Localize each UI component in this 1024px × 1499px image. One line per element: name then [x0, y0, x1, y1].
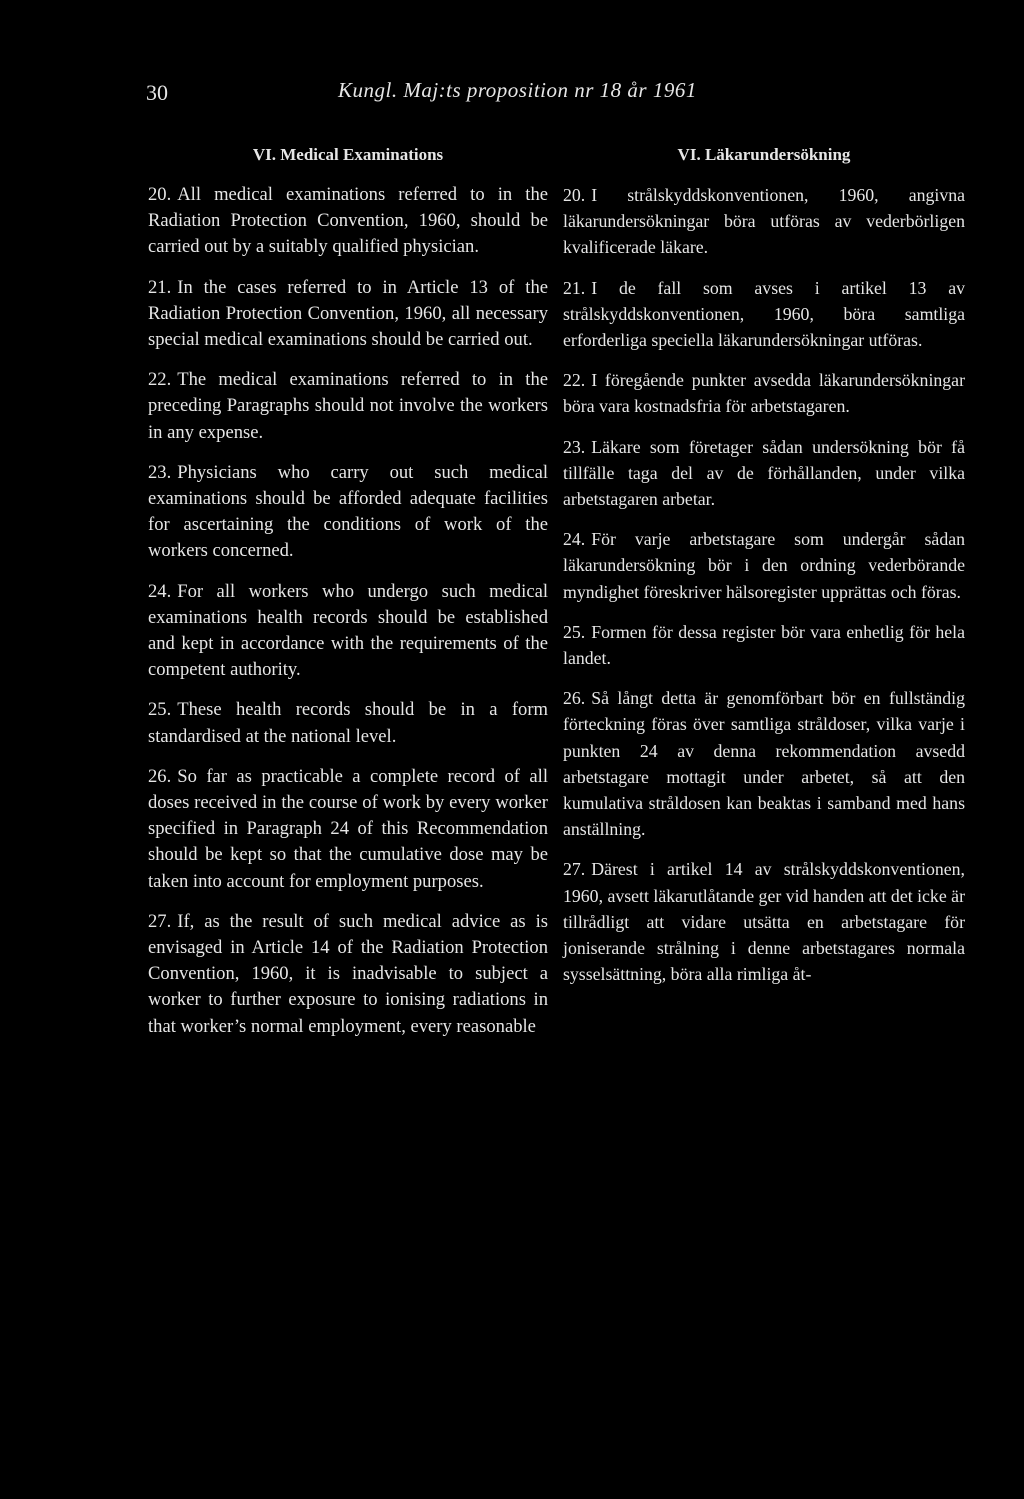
paragraph-text: For all workers who undergo such medical examinations health records should be established and kept in accordance with the requirements of the competent authority.: [148, 580, 548, 681]
swedish-section-heading: VI. Läkarundersökning: [677, 145, 851, 164]
paragraph-text: If, as the result of such medical advice as is envisaged in Article 14 of the Radiation Protection Convention, 1960, it is inadvisable to subject a worker to further exposure to ionising radiations in that worker’s normal employment, every reasonable: [148, 910, 548, 1037]
english-paragraph-25: [148, 697, 548, 749]
english-column: [148, 142, 548, 1054]
paragraph-number: 23.: [563, 436, 586, 457]
paragraph-text: Läkare som företager sådan undersökning bör få tillfälle taga del av de förhållanden, under vilka arbetstagaren arbetar.: [563, 436, 965, 510]
paragraph-number: 21.: [148, 276, 172, 298]
english-paragraph-21: [148, 275, 548, 354]
paragraph-text: Så långt detta är genomförbart bör en fullständig förteckning föras över samtliga stråldoser, vilka varje i punkten 24 av denna rekommendation avsedd arbetstagare mottagit under arbetet, så att den kumulativa stråldosen kan beaktas i samband med hans anställning.: [563, 688, 965, 840]
english-paragraph-27: [148, 909, 548, 1040]
paragraph-text: I strålskyddskonventionen, 1960, angivna läkarundersökningar böra utföras av vederbörligen kvalificerade läkare.: [563, 185, 965, 258]
running-title: Kungl. Maj:ts proposition nr 18 år 1961: [338, 78, 697, 102]
english-paragraph-20: [148, 182, 548, 261]
paragraph-text: All medical examinations referred to in the Radiation Protection Convention, 1960, should be carried out by a suitably qualified physician.: [148, 184, 548, 258]
swedish-paragraph-22: [563, 367, 965, 419]
swedish-column: [563, 142, 965, 1001]
paragraph-number: 20.: [148, 184, 172, 205]
swedish-paragraph-27: [563, 856, 965, 987]
paragraph-text: In the cases referred to in Article 13 of the Radiation Protection Convention, 1960, all necessary special medical examinations should be carried out.: [148, 276, 548, 351]
paragraph-number: 22.: [563, 370, 586, 391]
paragraph-text: I föregående punkter avsedda läkarundersökningar böra vara kostnadsfria för arbetstagaren.: [563, 370, 965, 417]
paragraph-text: So far as practicable a complete record of all doses received in the course of work by every worker specified in Paragraph 24 of this Recommendation should be kept so that the cumulative dose may be taken into account for employment purposes.: [148, 765, 548, 892]
paragraph-text: Physicians who carry out such medical examinations should be afforded adequate facilities for ascertaining the conditions of work of the workers concerned.: [148, 461, 548, 562]
paragraph-number: 27.: [148, 910, 172, 932]
paragraph-number: 20.: [563, 185, 586, 205]
swedish-paragraph-21: [563, 275, 965, 354]
paragraph-number: 27.: [563, 859, 586, 880]
paragraph-text: Formen för dessa register bör vara enhetlig för hela landet.: [563, 621, 965, 669]
paragraph-text: I de fall som avses i artikel 13 av strålskyddskonventionen, 1960, böra samtliga erforderliga speciella läkarundersökningar utföras.: [563, 277, 965, 351]
paragraph-text: The medical examinations referred to in the preceding Paragraphs should not involve the workers in any expense.: [148, 369, 548, 443]
paragraph-text: These health records should be in a form standardised at the national level.: [148, 699, 548, 747]
paragraph-text: Därest i artikel 14 av strålskyddskonventionen, 1960, avsett läkarutlåtande ger vid handen att det icke är tillrådligt att vidare utsätta en arbetstagare för joniserande strålning i denne arbetstagares normala sysselsättning, böra alla rimliga åt-: [563, 859, 965, 985]
paragraph-number: 25.: [563, 621, 586, 642]
paragraph-number: 24.: [563, 529, 586, 550]
paragraph-number: 24.: [148, 580, 172, 602]
paragraph-text: För varje arbetstagare som undergår sådan läkarundersökning bör i den ordning vederbörande myndighet föreskriver hälsoregister upprättas och föras.: [563, 529, 965, 602]
english-section-heading: VI. Medical Examinations: [252, 145, 444, 164]
swedish-paragraph-26: [563, 685, 965, 842]
english-paragraph-26: [148, 764, 548, 895]
paragraph-number: 26.: [148, 765, 172, 787]
english-paragraph-24: [148, 579, 548, 684]
paragraph-number: 25.: [148, 699, 172, 721]
english-paragraph-22: [148, 367, 548, 446]
swedish-paragraph-24: [563, 526, 965, 605]
swedish-paragraph-25: [563, 619, 965, 671]
paragraph-number: 21.: [563, 277, 586, 298]
paragraph-number: 26.: [563, 688, 586, 709]
swedish-paragraph-23: [563, 434, 965, 513]
paragraph-number: 23.: [148, 461, 172, 483]
english-paragraph-23: [148, 460, 548, 565]
paragraph-number: 22.: [148, 369, 172, 391]
page-number: 30: [146, 80, 168, 105]
swedish-paragraph-20: [563, 182, 965, 261]
